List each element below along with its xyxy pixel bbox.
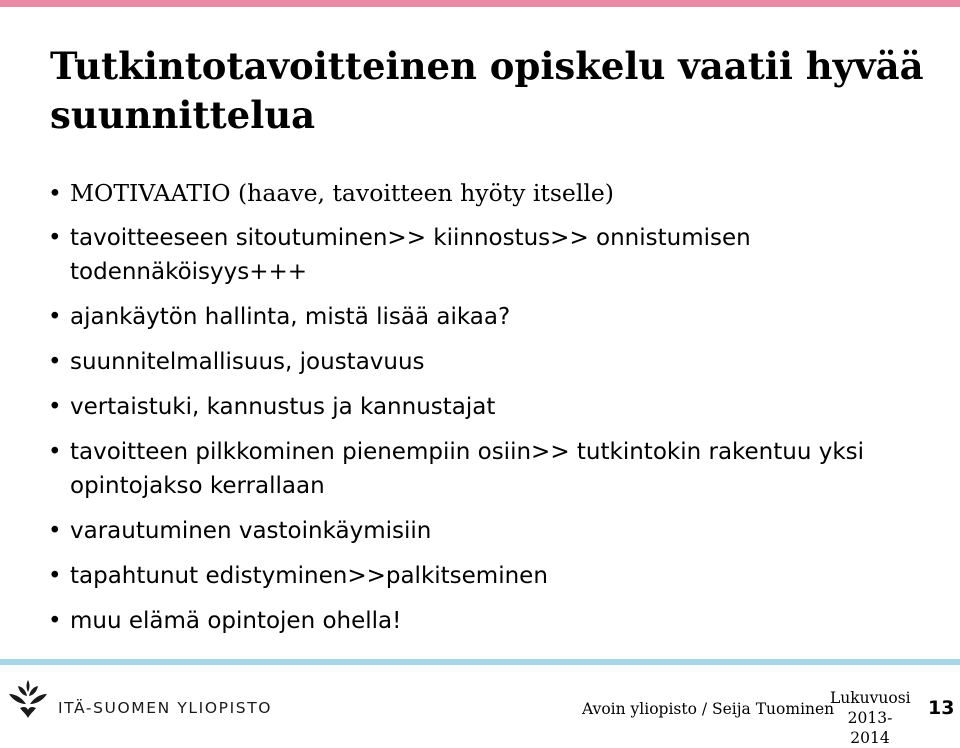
slide-title: Tutkintotavoitteinen opiskelu vaatii hyvää suunnittelua xyxy=(50,44,924,137)
bullet-item xyxy=(48,221,928,289)
bullet-text: MOTIVAATIO (haave, tavoitteen hyöty itselle) xyxy=(70,179,614,207)
footer-year-value: 2013-2014 xyxy=(847,709,893,747)
bullet-item xyxy=(48,300,928,334)
bullet-dot-icon: • xyxy=(48,608,62,634)
logo-text: ITÄ-SUOMEN YLIOPISTO xyxy=(58,699,273,717)
bullet-dot-icon: • xyxy=(48,349,62,375)
bullet-text: suunnitelmallisuus, joustavuus xyxy=(70,349,425,375)
bullet-dot-icon: • xyxy=(48,563,62,589)
footer-author: Avoin yliopisto / Seija Tuominen xyxy=(582,700,835,718)
bottom-accent-bar xyxy=(0,659,960,665)
bullet-dot-icon: • xyxy=(48,304,62,330)
university-logo xyxy=(6,676,272,720)
bullet-dot-icon: • xyxy=(48,179,62,207)
uef-tree-logo-icon xyxy=(6,676,50,720)
bullet-item xyxy=(48,559,928,593)
bullet-text: varautuminen vastoinkäymisiin xyxy=(70,518,432,544)
bullet-list xyxy=(48,176,928,638)
bullet-dot-icon: • xyxy=(48,518,62,544)
bullet-dot-icon: • xyxy=(48,439,62,465)
bullet-text: vertaistuki, kannustus ja kannustajat xyxy=(70,394,496,420)
bullet-text: tavoitteeseen sitoutuminen>> kiinnostus>> onnistumisen todennäköisyys+++ xyxy=(70,225,751,285)
bullet-dot-icon: • xyxy=(48,225,62,251)
page-number: 13 xyxy=(928,697,955,719)
bullet-item xyxy=(48,435,928,503)
bullet-item xyxy=(48,604,928,638)
bullet-item xyxy=(48,514,928,548)
footer-year-label: Lukuvuosi xyxy=(830,689,911,707)
bullet-item xyxy=(48,390,928,424)
bullet-dot-icon: • xyxy=(48,394,62,420)
bullet-text: ajankäytön hallinta, mistä lisää aikaa? xyxy=(70,304,511,330)
top-accent-bar xyxy=(0,0,960,7)
bullet-text: tapahtunut edistyminen>>palkitseminen xyxy=(70,563,548,589)
bullet-item xyxy=(48,345,928,379)
bullet-text: muu elämä opintojen ohella! xyxy=(70,608,402,634)
bullet-text: tavoitteen pilkkominen pienempiin osiin>> tutkintokin rakentuu yksi opintojakso kerrallaan xyxy=(70,439,865,499)
footer-academic-year xyxy=(830,688,910,748)
bullet-item xyxy=(48,176,928,210)
